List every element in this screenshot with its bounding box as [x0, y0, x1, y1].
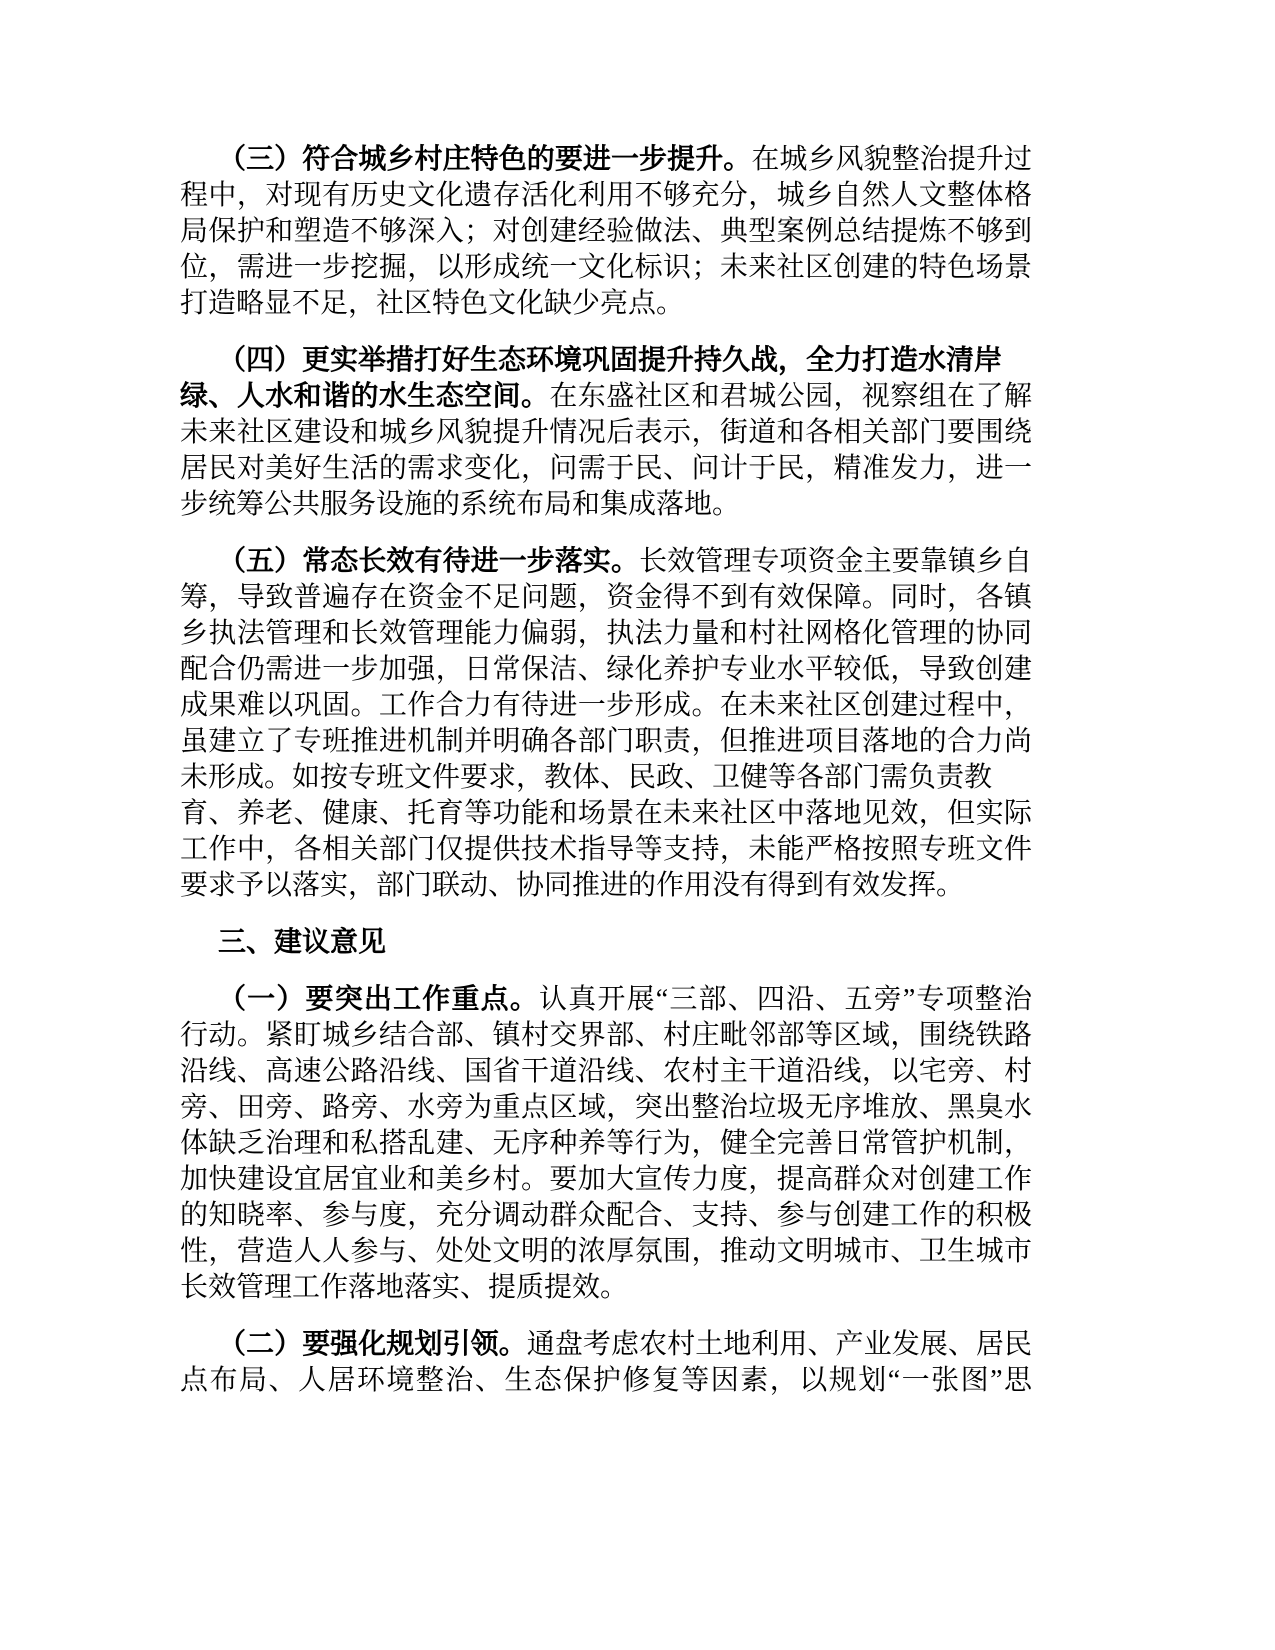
text-line	[180, 982, 1032, 1018]
text-line: 成果难以巩固。工作合力有待进一步形成。在未来社区创建过程中，	[180, 690, 1032, 721]
paragraph-item-4	[180, 343, 1032, 523]
text-line: 乡执法管理和长效管理能力偏弱，执法力量和村社网格化管理的协同	[180, 618, 1032, 649]
text-line: 局保护和塑造不够深入；对创建经验做法、典型案例总结提炼不够到	[180, 216, 1032, 247]
text-line	[180, 1327, 1032, 1363]
text-line: 性，营造人人参与、处处文明的浓厚氛围，推动文明城市、卫生城市	[180, 1236, 1032, 1267]
paragraph-text: 认真开展“三部、四沿、五旁”专项整治	[539, 984, 1032, 1015]
text-line: 要求予以落实，部门联动、协同推进的作用没有得到有效发挥。	[180, 870, 965, 901]
text-line: 育、养老、健康、托育等功能和场景在未来社区中落地见效，但实际	[180, 798, 1032, 829]
paragraph-item-1	[180, 982, 1032, 1306]
text-line	[180, 343, 1032, 379]
paragraph-item-5	[180, 544, 1032, 904]
paragraph-lead: （二）要强化规划引领。	[218, 1329, 527, 1360]
text-line: 的知晓率、参与度，充分调动群众配合、支持、参与创建工作的积极	[180, 1200, 1032, 1231]
paragraph-item-2	[180, 1327, 1032, 1399]
text-line: 工作中，各相关部门仅提供技术指导等支持，未能严格按照专班文件	[180, 834, 1032, 865]
paragraph-lead: 绿、人水和谐的水生态空间。	[180, 381, 550, 412]
text-line: 未形成。如按专班文件要求，教体、民政、卫健等各部门需负责教	[180, 762, 993, 793]
text-line: 程中，对现有历史文化遗存活化利用不够充分，城乡自然人文整体格	[180, 180, 1032, 211]
paragraph-item-3	[180, 142, 1032, 322]
paragraph-lead: （五）常态长效有待进一步落实。	[218, 546, 640, 577]
text-line	[180, 544, 1032, 580]
paragraph-lead: （四）更实举措打好生态环境巩固提升持久战，全力打造水清岸	[218, 345, 1003, 376]
document-body	[180, 142, 1032, 1420]
text-line: 虽建立了专班推进机制并明确各部门职责，但推进项目落地的合力尚	[180, 726, 1032, 757]
text-line: 加快建设宜居宜业和美乡村。要加大宣传力度，提高群众对创建工作	[180, 1164, 1032, 1195]
paragraph-text: 在东盛社区和君城公园，视察组在了解	[549, 381, 1032, 412]
text-line: 未来社区建设和城乡风貌提升情况后表示，街道和各相关部门要围绕	[180, 417, 1032, 448]
text-line: 位，需进一步挖掘，以形成统一文化标识；未来社区创建的特色场景	[180, 252, 1032, 283]
text-line: 旁、田旁、路旁、水旁为重点区域，突出整治垃圾无序堆放、黑臭水	[180, 1092, 1032, 1123]
text-line: 居民对美好生活的需求变化，问需于民、问计于民，精准发力，进一	[180, 453, 1032, 484]
text-line: 长效管理工作落地落实、提质提效。	[180, 1272, 629, 1303]
text-line: 步统筹公共服务设施的系统布局和集成落地。	[180, 489, 741, 520]
section-heading: 三、建议意见	[218, 927, 387, 958]
paragraph-text: 通盘考虑农村土地利用、产业发展、居民	[526, 1329, 1032, 1360]
text-line: 筹，导致普遍存在资金不足问题，资金得不到有效保障。同时，各镇	[180, 582, 1032, 613]
text-line	[180, 142, 1032, 178]
text-line: 体缺乏治理和私搭乱建、无序种养等行为，健全完善日常管护机制，	[180, 1128, 1032, 1159]
paragraph-lead: （三）符合城乡村庄特色的要进一步提升。	[218, 144, 752, 175]
text-line: 点布局、人居环境整治、生态保护修复等因素，以规划“一张图”思	[180, 1365, 1032, 1396]
text-line: 沿线、高速公路沿线、国省干道沿线、农村主干道沿线，以宅旁、村	[180, 1056, 1032, 1087]
text-line	[180, 379, 1032, 415]
paragraph-lead: （一）要突出工作重点。	[218, 984, 540, 1015]
paragraph-text: 在城乡风貌整治提升过	[751, 144, 1032, 175]
paragraph-text: 长效管理专项资金主要靠镇乡自	[639, 546, 1032, 577]
text-line: 配合仍需进一步加强，日常保洁、绿化养护专业水平较低，导致创建	[180, 654, 1032, 685]
text-line: 行动。紧盯城乡结合部、镇村交界部、村庄毗邻部等区域，围绕铁路	[180, 1020, 1032, 1051]
text-line: 打造略显不足，社区特色文化缺少亮点。	[180, 288, 685, 319]
